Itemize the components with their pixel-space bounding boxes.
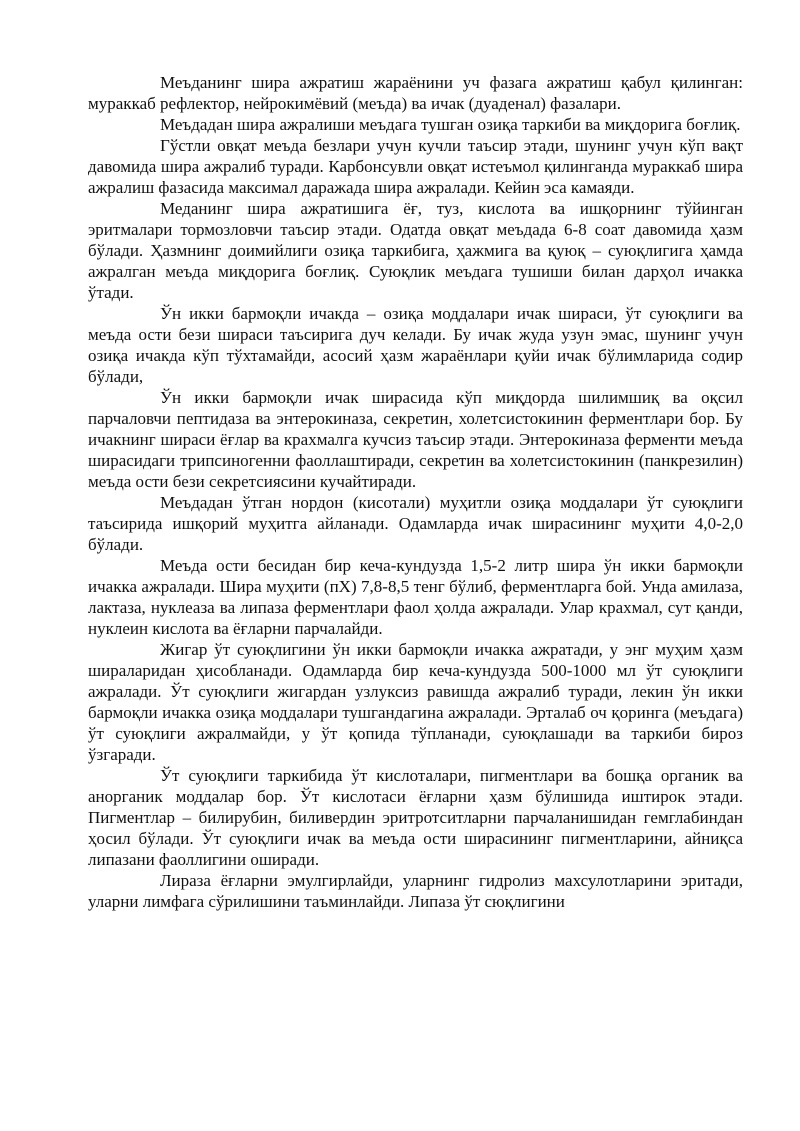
paragraph-duodenum-digestion: Ўн икки бармоқли ичакда – озиқа моддалари ичак шираси, ўт суюқлиги ва меъда ости бези шираси таъсирига дуч келади. Бу ичак жуда узун эмас, шунинг учун озиқа ичакда кўп тўхтамайди, асосий ҳазм жараёнлари қуйи ичак бўлимларида содир бўлади, [88, 304, 743, 386]
paragraph-meat-food-effect: Гўстли овқат меъда безлари учун кучли таъсир этади, шунинг учун кўп вақт давомида шира ажралиб туради. Карбонсувли овқат истеъмол қилинганда мураккаб шира ажралиш фазасида максимал даражада шира ажралади. Кейин эса камаяди. [88, 136, 743, 197]
paragraph-lipase-emulsification: Лираза ёғларни эмулгирлайди, уларнинг гидролиз махсулотларини эритади, уларни лимфага сўрилишини таъминлайди. Липаза ўт сюқлигини [88, 871, 743, 911]
paragraph-duodenal-enzymes: Ўн икки бармоқли ичак ширасида кўп миқдорда шилимшиқ ва оқсил парчаловчи пептидаза ва энтерокиназа, секретин, холетсистокинин ферментлари бор. Бу ичакнинг шираси ёғлар ва крахмалга кучсиз таъсир этади. Энтерокиназа ферменти меъда ширасидаги трипсиногенни фаоллаштиради, секретин ва холетсистокинин (панкрезилин) меъда ости бези секретсиясини кучайтиради. [88, 388, 743, 491]
paragraph-pancreatic-juice: Меъда ости бесидан бир кеча-кундузда 1,5-2 литр шира ўн икки бармоқли ичакка ажралади. Шира муҳити (пХ) 7,8-8,5 тенг бўлиб, ферментларга бой. Унда амилаза, лактаза, нуклеаза ва липаза ферментлари фаол ҳолда ажралади. Улар крахмал, сут қанди, нуклеин кислота ва ёғларни парчалайди. [88, 556, 743, 638]
paragraph-secretion-dependence: Меъдадан шира ажралиши меъдага тушган озиқа таркиби ва миқдорига боғлиқ. [160, 115, 741, 134]
paragraph-inhibiting-factors: Меданинг шира ажратишига ёғ, туз, кислота ва ишқорнинг тўйинган эритмалари тормозловчи таъсир этади. Одатда овқат меъдада 6-8 соат давомида ҳазм бўлади. Ҳазмнинг доимийлиги озиқа таркибига, ҳажмига ва қуюқ – суюқлигига ҳамда ажралган меъда миқдорига боғлиқ. Суюқлик меъдага тушиши билан дарҳол ичакка ўтади. [88, 199, 743, 302]
document-page [88, 72, 743, 912]
paragraph-bile-composition: Ўт суюқлиги таркибида ўт кислоталари, пигментлари ва бошқа органик ва анорганик моддалар бор. Ўт кислотаси ёғларни ҳазм бўлишида иштирок этади. Пигментлар – билирубин, биливердин эритротситларни парчаланишидан гемглабиндан ҳосил бўлади. Ўт суюқлиги ичак ва меъда ости ширасининг пигментларини, айниқса липазани фаоллигини оширади. [88, 766, 743, 869]
paragraph-liver-bile: Жигар ўт суюқлигини ўн икки бармоқли ичакка ажратади, у энг муҳим ҳазм шираларидан ҳисобланади. Одамларда бир кеча-кундузда 500-1000 мл ўт суюқлиги ажралади. Ўт суюқлиги жигардан узлуксиз равишда ажралиб туради, лекин ўн икки бармоқли ичакка озиқа моддалари тушгандагина ажралади. Эрталаб оч қоринга (меъдага) ўт суюқлиги ажралмайди, у ўт қопида тўпланади, суюқлашади ва таркиби бироз ўзгаради. [88, 640, 743, 764]
paragraph-alkaline-environment: Меъдадан ўтган нордон (кисотали) муҳитли озиқа моддалари ўт суюқлиги таъсирида ишқорий муҳитга айланади. Одамларда ичак ширасининг муҳити 4,0-2,0 бўлади. [88, 493, 743, 554]
paragraph-secretion-phases: Меъданинг шира ажратиш жараёнини уч фазага ажратиш қабул қилинган: мураккаб рефлектор, нейрокимёвий (меъда) ва ичак (дуаденал) фазалари. [88, 73, 743, 113]
